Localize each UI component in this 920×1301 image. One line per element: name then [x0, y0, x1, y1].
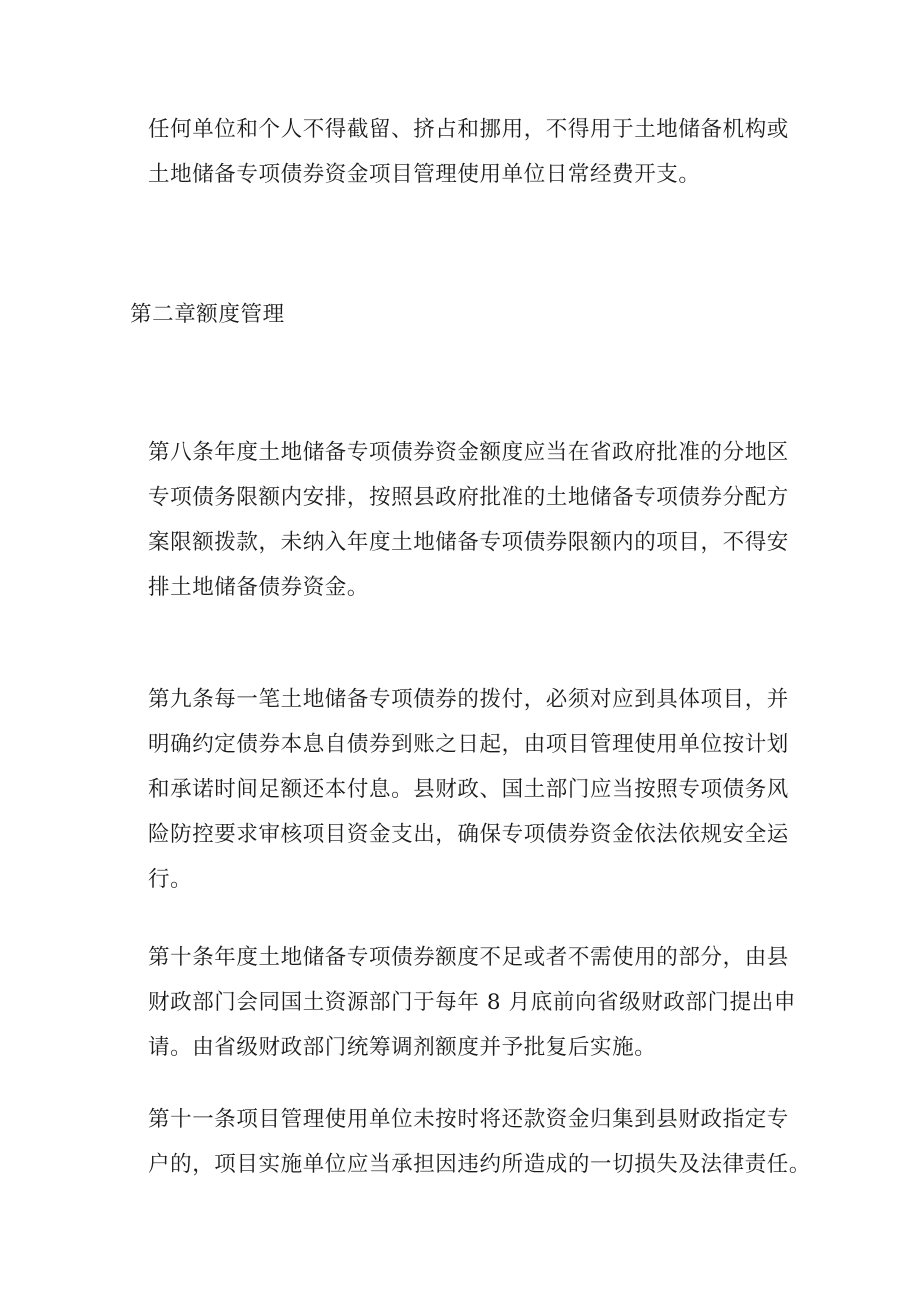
paragraph-line: 排土地储备债券资金。 — [148, 575, 370, 600]
paragraph-line: 请。由省级财政部门统筹调剂额度并予批复后实施。 — [148, 1035, 657, 1060]
paragraph-line: 第八条年度土地储备专项债券资金额度应当在省政府批准的分地区 — [148, 440, 789, 465]
paragraph-line: 土地储备专项债券资金项目管理使用单位日常经费开支。 — [148, 162, 701, 187]
paragraph-line: 险防控要求审核项目资金支出，确保专项债券资金依法依规安全运 — [148, 822, 789, 847]
intro-paragraph — [148, 107, 798, 197]
paragraph-line: 户的，项目实施单位应当承担因违约所造成的一切损失及法律责任。 — [148, 1152, 812, 1177]
article-8-paragraph — [148, 430, 798, 610]
paragraph-line: 和承诺时间足额还本付息。县财政、国土部门应当按照专项债务风 — [148, 777, 789, 802]
article-11-paragraph — [148, 1097, 812, 1187]
paragraph-line: 专项债务限额内安排，按照县政府批准的土地储备专项债券分配方 — [148, 485, 789, 510]
paragraph-line: 明确约定债券本息自债券到账之日起，由项目管理使用单位按计划 — [148, 732, 789, 757]
chapter-heading: 第二章额度管理 — [130, 302, 285, 327]
paragraph-line: 任何单位和个人不得截留、挤占和挪用，不得用于土地储备机构或 — [148, 117, 789, 142]
paragraph-line: 第十条年度土地储备专项债券额度不足或者不需使用的部分，由县 — [148, 945, 789, 970]
paragraph-line: 财政部门会同国土资源部门于每年 8 月底前向省级财政部门提出申 — [148, 990, 796, 1015]
paragraph-line: 第十一条项目管理使用单位未按时将还款资金归集到县财政指定专 — [148, 1107, 789, 1132]
paragraph-line: 行。 — [148, 867, 193, 892]
paragraph-line: 案限额拨款，未纳入年度土地储备专项债券限额内的项目，不得安 — [148, 530, 789, 555]
article-9-paragraph — [148, 677, 798, 902]
paragraph-line: 第九条每一笔土地储备专项债券的拨付，必须对应到具体项目，并 — [148, 687, 789, 712]
article-10-paragraph — [148, 935, 798, 1070]
